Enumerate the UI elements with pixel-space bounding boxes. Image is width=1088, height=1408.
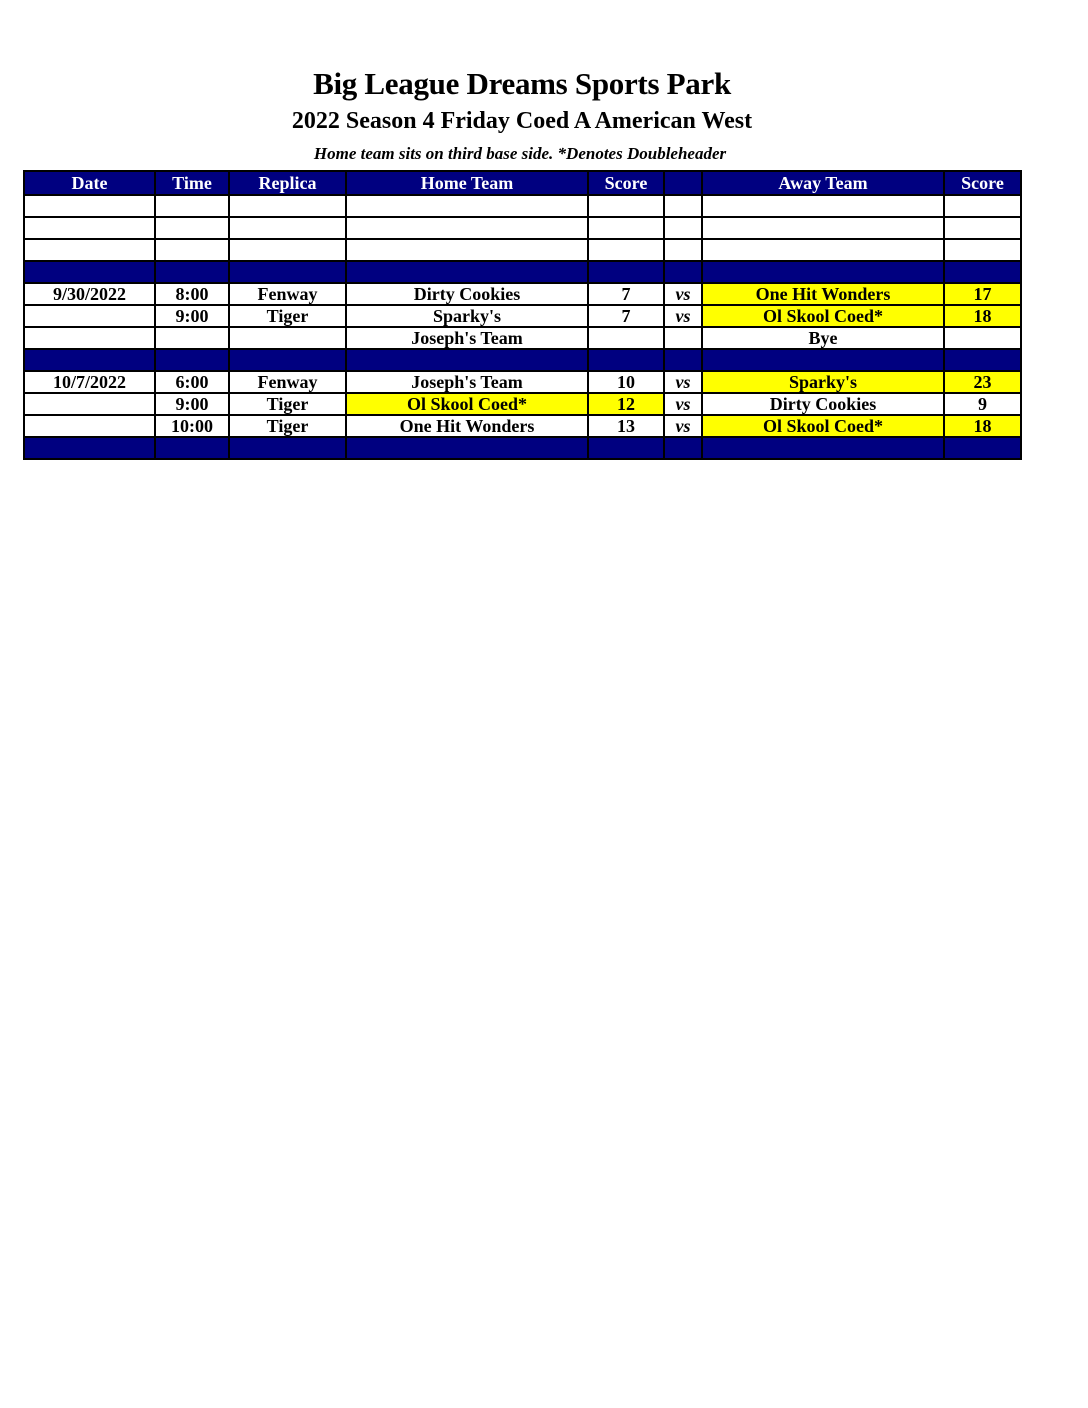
home-team: Dirty Cookies bbox=[346, 283, 588, 305]
game-date bbox=[24, 327, 155, 349]
game-date bbox=[24, 415, 155, 437]
table-row bbox=[24, 283, 1021, 305]
game-time: 9:00 bbox=[155, 305, 229, 327]
col-vs bbox=[664, 171, 702, 195]
home-score: 7 bbox=[588, 305, 664, 327]
game-time: 10:00 bbox=[155, 415, 229, 437]
empty-row bbox=[24, 239, 1021, 261]
game-replica: Tiger bbox=[229, 305, 346, 327]
schedule-note: Home team sits on third base side. *Denotes Doubleheader bbox=[313, 144, 727, 163]
table-row bbox=[24, 393, 1021, 415]
header-row bbox=[24, 171, 1021, 195]
game-date bbox=[24, 393, 155, 415]
game-replica: Fenway bbox=[229, 371, 346, 393]
game-time: 9:00 bbox=[155, 393, 229, 415]
game-replica: Tiger bbox=[229, 393, 346, 415]
away-team: Dirty Cookies bbox=[702, 393, 944, 415]
home-score: 13 bbox=[588, 415, 664, 437]
game-date: 10/7/2022 bbox=[24, 371, 155, 393]
table-row bbox=[24, 305, 1021, 327]
away-score: 17 bbox=[944, 283, 1021, 305]
empty-row bbox=[24, 195, 1021, 217]
col-date: Date bbox=[24, 171, 155, 195]
away-team: Ol Skool Coed* bbox=[702, 305, 944, 327]
away-score: 23 bbox=[944, 371, 1021, 393]
game-replica bbox=[229, 327, 346, 349]
col-away-team: Away Team bbox=[702, 171, 944, 195]
vs-label: vs bbox=[664, 305, 702, 327]
away-score: 18 bbox=[944, 305, 1021, 327]
vs-label: vs bbox=[664, 415, 702, 437]
vs-label bbox=[664, 327, 702, 349]
away-team: Sparky's bbox=[702, 371, 944, 393]
separator-row bbox=[24, 437, 1021, 459]
table-row bbox=[24, 371, 1021, 393]
separator-row bbox=[24, 349, 1021, 371]
game-replica: Fenway bbox=[229, 283, 346, 305]
away-score: 18 bbox=[944, 415, 1021, 437]
col-replica: Replica bbox=[229, 171, 346, 195]
vs-label: vs bbox=[664, 393, 702, 415]
table-row bbox=[24, 415, 1021, 437]
away-score bbox=[944, 327, 1021, 349]
home-score: 12 bbox=[588, 393, 664, 415]
home-team: Ol Skool Coed* bbox=[346, 393, 588, 415]
home-score bbox=[588, 327, 664, 349]
away-score: 9 bbox=[944, 393, 1021, 415]
empty-row bbox=[24, 217, 1021, 239]
page-title: Big League Dreams Sports Park bbox=[313, 66, 731, 101]
col-home-score: Score bbox=[588, 171, 664, 195]
away-team: One Hit Wonders bbox=[702, 283, 944, 305]
away-team: Ol Skool Coed* bbox=[702, 415, 944, 437]
home-score: 7 bbox=[588, 283, 664, 305]
home-team: One Hit Wonders bbox=[346, 415, 588, 437]
home-team: Joseph's Team bbox=[346, 371, 588, 393]
game-date bbox=[24, 305, 155, 327]
page-subtitle: 2022 Season 4 Friday Coed A American West bbox=[291, 108, 753, 134]
col-away-score: Score bbox=[944, 171, 1021, 195]
vs-label: vs bbox=[664, 371, 702, 393]
game-time bbox=[155, 327, 229, 349]
vs-label: vs bbox=[664, 283, 702, 305]
home-team: Sparky's bbox=[346, 305, 588, 327]
schedule-table bbox=[23, 170, 1022, 460]
game-date: 9/30/2022 bbox=[24, 283, 155, 305]
game-time: 8:00 bbox=[155, 283, 229, 305]
col-home-team: Home Team bbox=[346, 171, 588, 195]
away-team: Bye bbox=[702, 327, 944, 349]
table-row bbox=[24, 327, 1021, 349]
game-replica: Tiger bbox=[229, 415, 346, 437]
game-time: 6:00 bbox=[155, 371, 229, 393]
separator-row bbox=[24, 261, 1021, 283]
home-score: 10 bbox=[588, 371, 664, 393]
col-time: Time bbox=[155, 171, 229, 195]
home-team: Joseph's Team bbox=[346, 327, 588, 349]
